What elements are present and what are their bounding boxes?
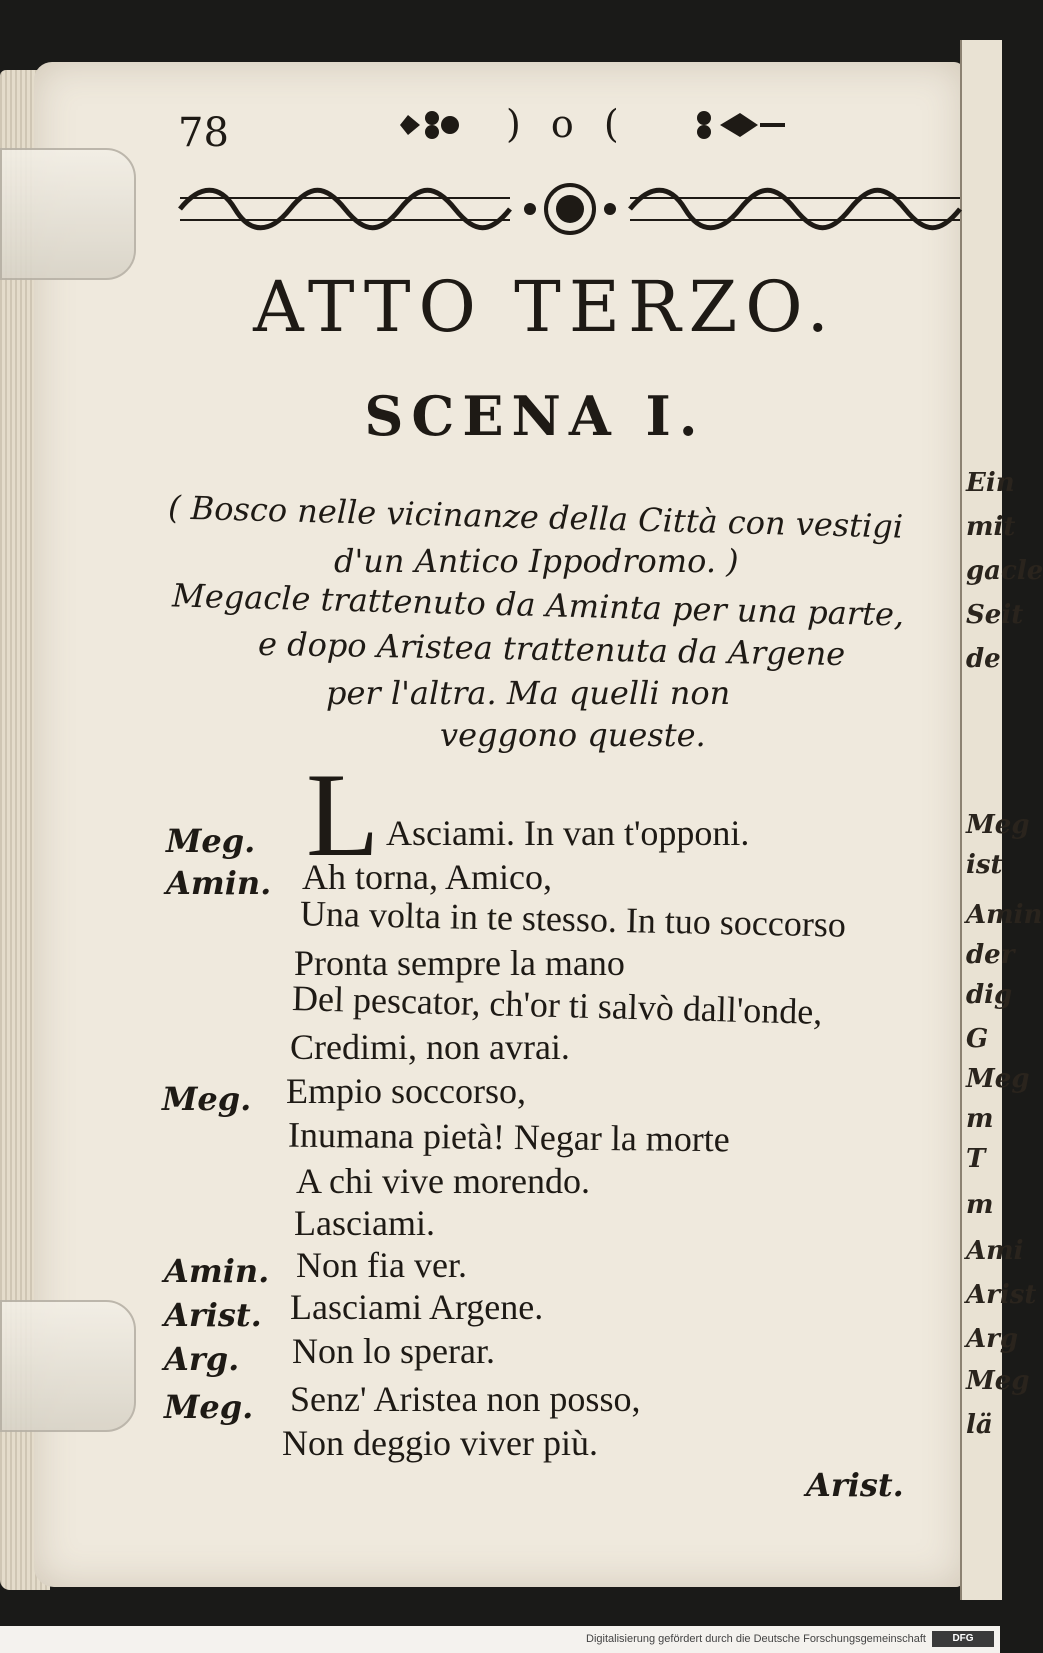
facing-fragment: Ami <box>966 1236 1024 1266</box>
verse-line: A chi vive morendo. <box>296 1161 590 1201</box>
speaker-label: Meg. <box>162 1080 252 1118</box>
verse-line: Credimi, non avrai. <box>290 1027 570 1067</box>
facing-fragment: ist <box>966 850 1003 880</box>
page-clip-bottom <box>0 1300 136 1432</box>
facing-fragment: Arist <box>966 1280 1037 1310</box>
facing-fragment: Meg <box>966 1064 1030 1094</box>
facing-fragment: G <box>966 1024 989 1054</box>
running-head-text: ) o ( <box>506 102 619 146</box>
facing-fragment: der <box>966 940 1015 970</box>
page-number: 78 <box>178 110 229 156</box>
speaker-label: Amin. <box>166 864 272 902</box>
facing-fragment: T <box>966 1144 986 1174</box>
speaker-label: Arist. <box>164 1296 262 1334</box>
facing-fragment: gacle <box>966 556 1043 586</box>
footer-credit: Digitalisierung gefördert durch die Deutsche Forschungsgemeinschaft <box>586 1633 926 1645</box>
speaker-label: Arg. <box>164 1340 240 1378</box>
facing-fragment: m <box>966 1190 994 1220</box>
verse-line: Una volta in te stesso. In tuo soccorso <box>299 893 847 945</box>
facing-fragment: m <box>966 1104 994 1134</box>
facing-fragment: Amin <box>966 900 1043 930</box>
stage-direction-line: e dopo Aristea trattenuta da Argene <box>257 624 846 674</box>
stage-direction-line: ( Bosco nelle vicinanze della Città con vestigi <box>167 488 904 546</box>
stage-direction-line: Megacle trattenuto da Aminta per una parte, <box>171 576 905 634</box>
verse-line: Senz' Aristea non posso, <box>290 1379 641 1419</box>
verse-line: Pronta sempre la mano <box>294 943 625 983</box>
stage-direction-line: d'un Antico Ippodromo. ) <box>334 542 739 580</box>
speaker-label: Amin. <box>164 1252 270 1290</box>
verse-line: Del pescator, ch'or ti salvò dall'onde, <box>291 978 823 1032</box>
verse-line: Lasciami. <box>294 1203 435 1243</box>
facing-fragment: Meg <box>966 810 1030 840</box>
scene-title: SCENA I. <box>364 384 706 448</box>
verse-line: Non lo sperar. <box>292 1331 495 1371</box>
stage-direction-line: veggono queste. <box>440 716 706 754</box>
drop-cap: L <box>306 748 380 881</box>
decorative-border-icon <box>180 178 960 240</box>
speaker-label: Meg. <box>164 1388 254 1426</box>
speaker-label: Meg. <box>166 822 256 860</box>
verse-line: Non fia ver. <box>296 1245 467 1285</box>
verse-line: Inumana pietà! Negar la morte <box>287 1114 730 1160</box>
facing-fragment: Seit <box>966 600 1024 630</box>
facing-fragment: Meg <box>966 1366 1030 1396</box>
facing-fragment: Ein <box>966 468 1015 498</box>
dfg-logo: DFG <box>932 1631 994 1647</box>
facing-fragment: lä <box>966 1410 993 1440</box>
verse-line: Non deggio viver più. <box>282 1423 598 1463</box>
stage-direction-line: per l'altra. Ma quelli non <box>326 674 731 712</box>
verse-line: Asciami. In van t'opponi. <box>386 813 750 853</box>
verse-line: Lasciami Argene. <box>290 1287 544 1327</box>
facing-fragment: de <box>966 644 1001 674</box>
page-clip-top <box>0 148 136 280</box>
facing-fragment: mit <box>966 512 1016 542</box>
facing-fragment: dig <box>966 980 1013 1010</box>
running-head <box>380 100 790 150</box>
catchword: Arist. <box>806 1466 904 1504</box>
verse-line: Ah torna, Amico, <box>302 857 552 897</box>
verse-line: Empio soccorso, <box>286 1071 526 1111</box>
facing-fragment: Arg <box>966 1324 1019 1354</box>
act-title: ATTO TERZO. <box>253 266 837 348</box>
